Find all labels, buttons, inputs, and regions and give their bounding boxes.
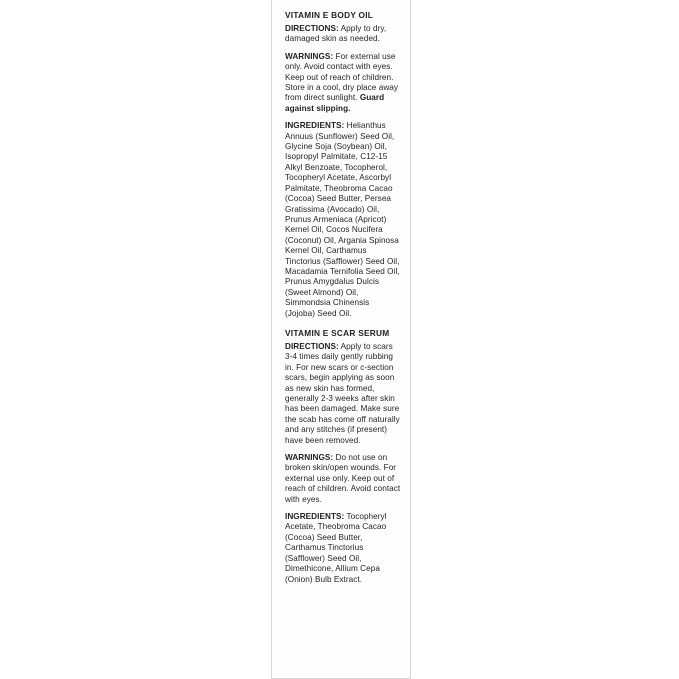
body-oil-ingredients-text: Helianthus Annuus (Sunflower) Seed Oil, Glycine Soja (Soybean) Oil, Isopropyl Palmitate, C12-15 Alkyl Benzoate, Tocopherol, Tocopheryl Acetate, Ascorbyl Palmitate, Theobroma Cacao (Cocoa) Seed Butter, Persea Gratissima (Avocado) Oil, Prunus Armeniaca (Apricot) Kernel Oil, Cocos Nucifera (Coconut) Oil, Argania Spinosa Kernel Oil, Carthamus Tinctorius (Safflower) Seed Oil, Macadamia Ternifolia Seed Oil, Prunus Amygdalus Dulcis (Sweet Almond) Oil, Simmondsia Chinensis (Jojoba) Seed Oil.: [285, 121, 400, 318]
scar-serum-warnings-lead: WARNINGS:: [285, 453, 334, 463]
body-oil-directions: [285, 24, 401, 45]
body-oil-warnings-lead: WARNINGS:: [285, 51, 334, 61]
scar-serum-directions: [285, 342, 401, 446]
body-oil-directions-lead: DIRECTIONS:: [285, 24, 339, 33]
scar-serum-ingredients-text: Tocopheryl Acetate, Theobroma Cacao (Cocoa) Seed Butter, Carthamus Tinctorius (Safflower) Seed Oil, Dimethicone, Allium Cepa (Onion) Bulb Extract.: [285, 512, 387, 584]
scar-serum-ingredients-lead: INGREDIENTS:: [285, 512, 345, 522]
label-content: [285, 10, 401, 592]
scar-serum-warnings: [285, 453, 401, 505]
body-oil-warnings-emphasis: Guard against slipping.: [285, 93, 385, 113]
section-title-scar-serum: VITAMIN E SCAR SERUM: [285, 327, 390, 338]
body-oil-ingredients-lead: INGREDIENTS:: [285, 121, 345, 131]
scar-serum-ingredients: [285, 512, 401, 585]
scar-serum-directions-lead: DIRECTIONS:: [285, 341, 339, 351]
scar-serum-directions-text: Apply to scars 3-4 times daily gently rubbing in. For new scars or c-section scars, begin applying as soon as new skin has formed, generally 2-3 weeks after skin has been damaged. Make sure the scab has come off naturally and any stitches (if present) have been removed.: [285, 341, 400, 445]
scar-serum-warnings-text: Do not use on broken skin/open wounds. For external use only. Keep out of reach of children. Avoid contact with eyes.: [285, 453, 401, 504]
body-oil-ingredients: [285, 121, 401, 319]
body-oil-warnings-text: For external use only. Avoid contact with eyes. Keep out of reach of children. Store in a cool, dry place away from direct sunlight.: [285, 51, 399, 103]
section-title-body-oil: VITAMIN E BODY OIL: [285, 10, 374, 20]
body-oil-warnings: [285, 52, 401, 114]
product-label-panel: [271, 0, 411, 679]
body-oil-directions-text: Apply to dry, damaged skin as needed.: [285, 24, 387, 44]
